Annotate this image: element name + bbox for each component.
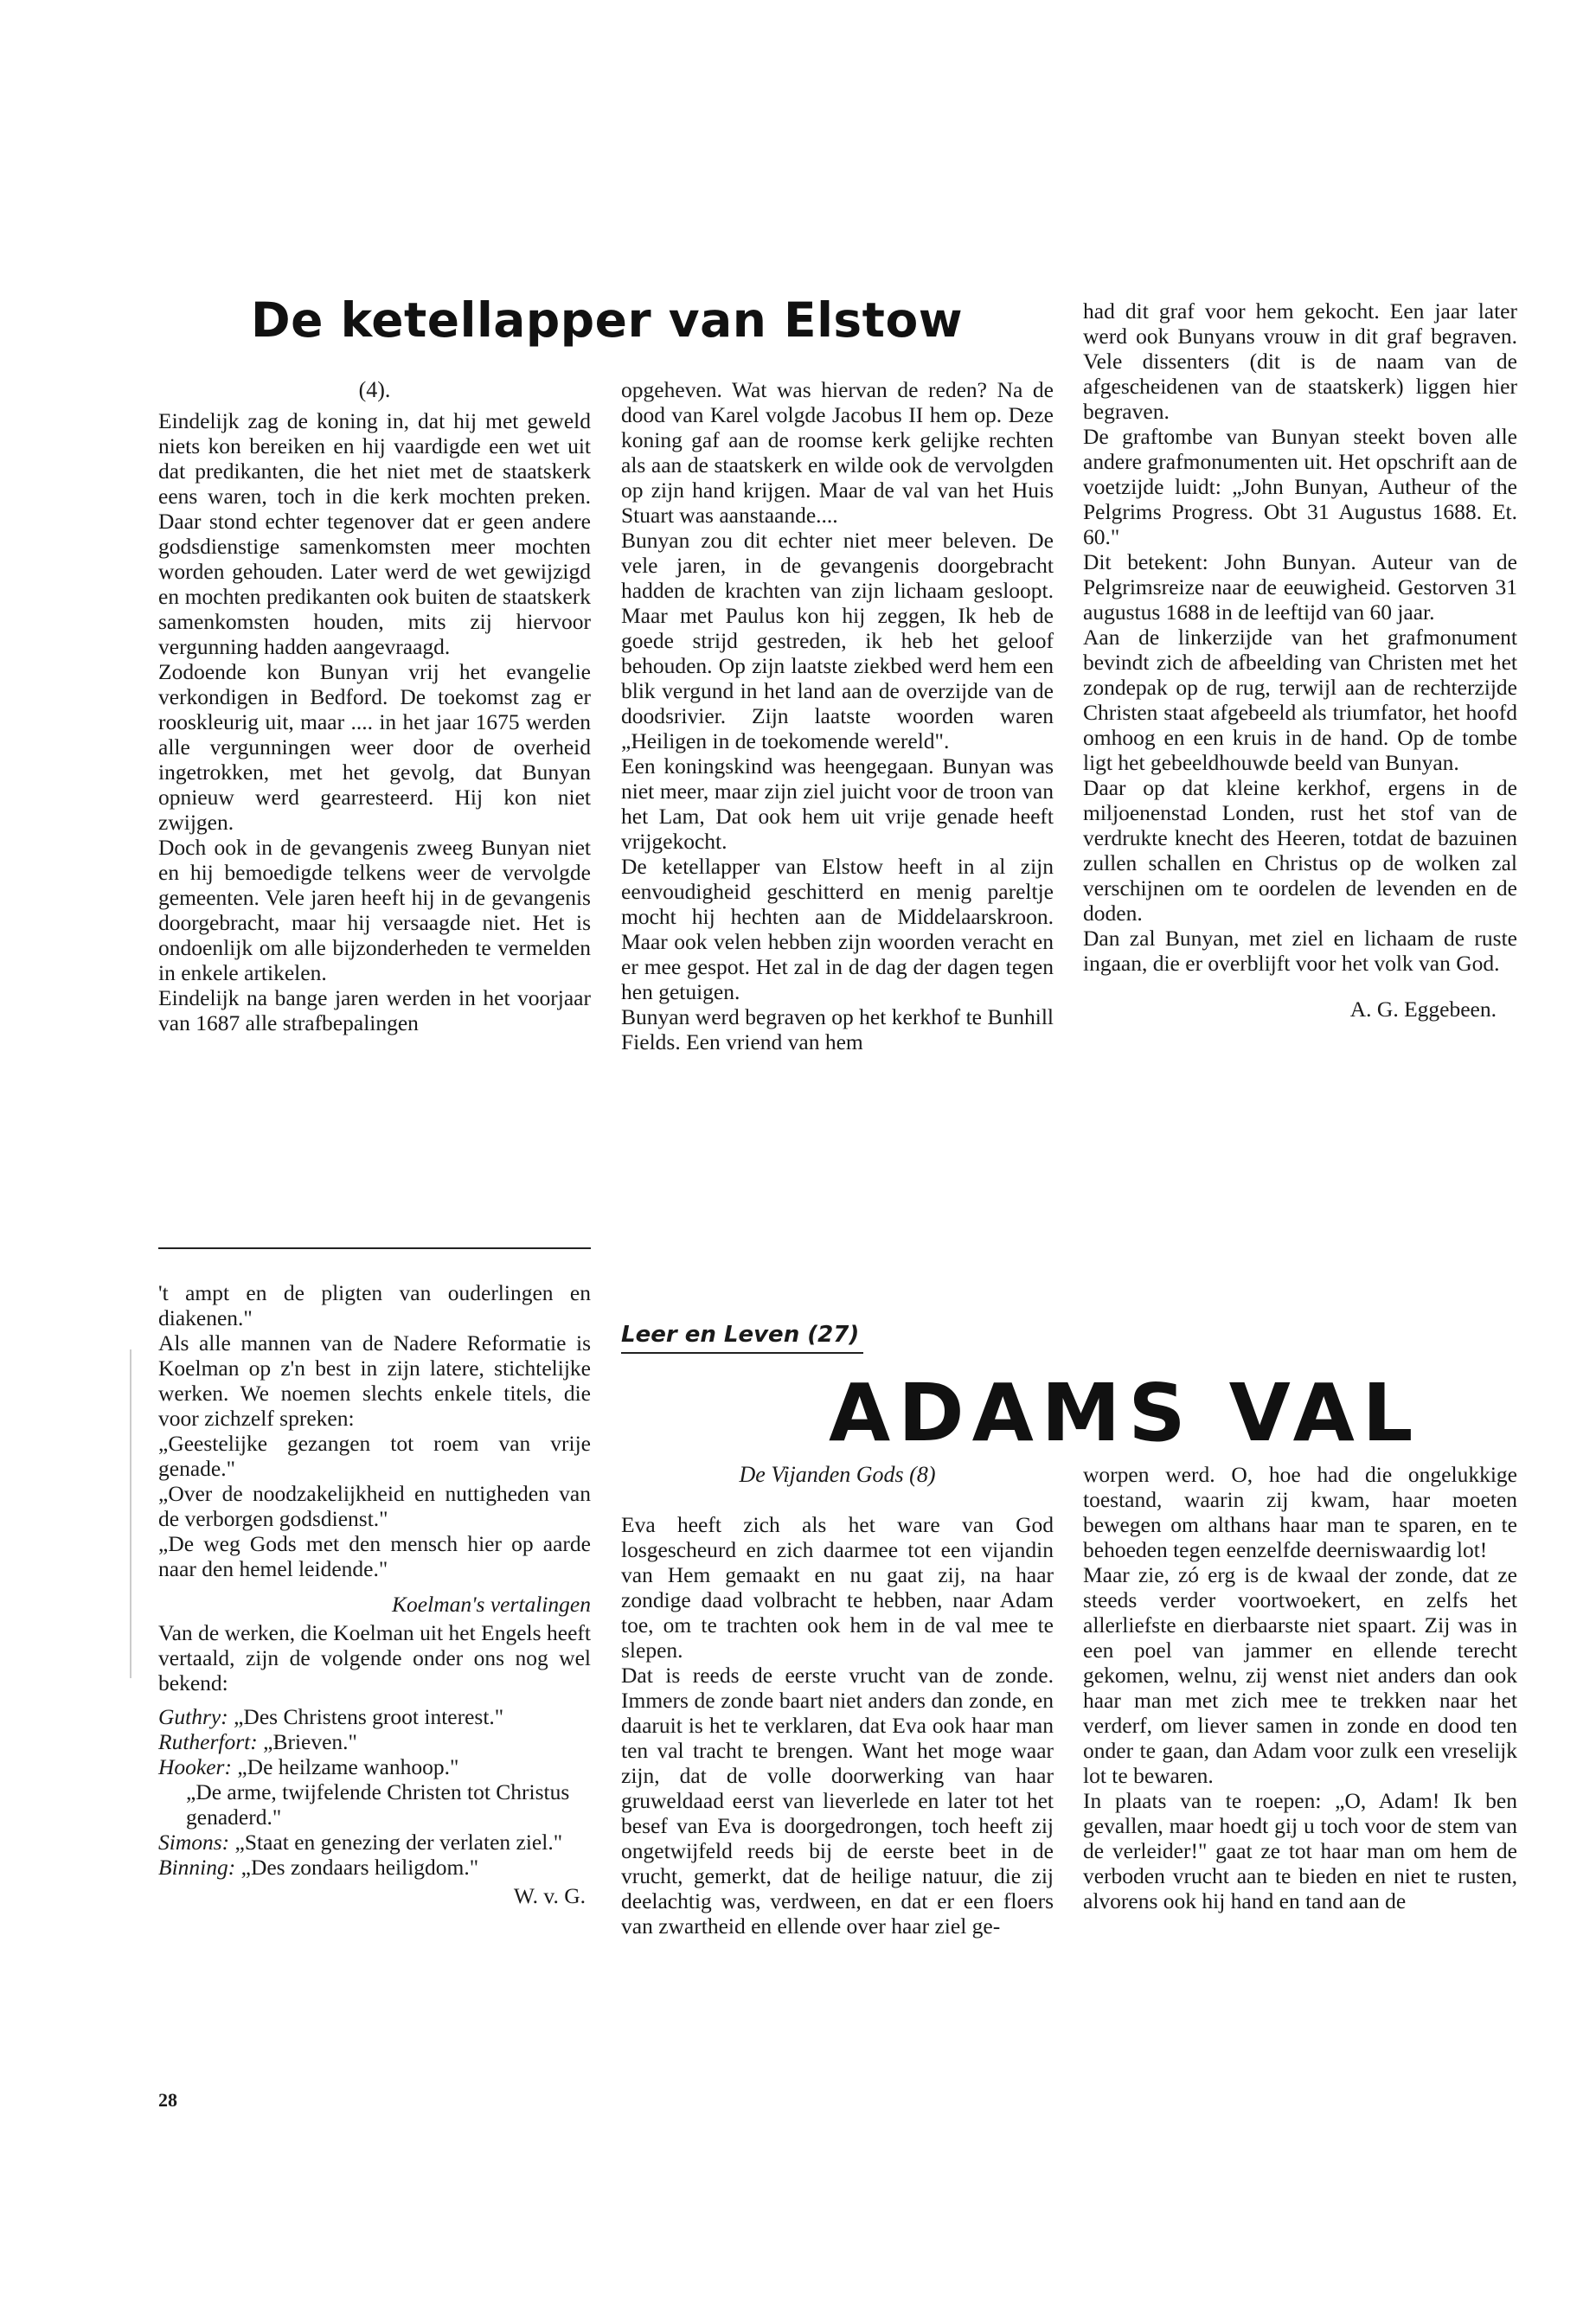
article2-paragraph-4: „Over de noodzakelijkheid en nuttigheden van de verborgen godsdienst."	[158, 1481, 591, 1531]
article1-col2-paragraph-2: Bunyan zou dit echter niet meer beleven. De vele jaren, in de gevangenis doorgebracht hadden de krachten van zijn lichaam gesloopt. Maar met Paulus kon hij zeggen, Ik heb de goede strijd gestreden, ik heb het geloof behouden. Op zijn laatste ziekbed werd hem een blik vergund in het land aan de overzijde van de doodsrivier. Zijn laatste woorden waren „Heiligen in de toekomende wereld".	[621, 528, 1054, 753]
binding-edge-line	[130, 1349, 131, 1678]
works-list-item	[158, 1779, 591, 1830]
article3-col1-paragraph-1: Eva heeft zich als het ware van God losgescheurd en zich daarmee tot een vijandin van Hem gemaakt en nu gaat zij, na haar zondige daad volbracht te hebben, naar Adam toe, om te trachten ook hem in de val mee te slepen.	[621, 1512, 1054, 1663]
article3-col2-paragraph-3: In plaats van te roepen: „O, Adam! Ik ben gevallen, maar hoedt gij u toch voor de stem van de verleider!" gaat ze tot haar man om hem de verboden vrucht aan te bieden en niet te rusten, alvorens ook hij hand en tand aan de	[1083, 1788, 1517, 1913]
article1-col2-paragraph-1: opgeheven. Wat was hiervan de reden? Na de dood van Karel volgde Jacobus II hem op. Deze koning gaf aan de roomse kerk gelijke rechten als aan de staatskerk en wilde ook de vervolgden op zijn hand krijgen. Maar de val van het Huis Stuart was aanstaande....	[621, 377, 1054, 528]
work-title: „Des zondaars heiligdom."	[240, 1855, 479, 1880]
article1-col1-paragraph-4: Eindelijk na bange jaren werden in het voorjaar van 1687 alle strafbepalingen	[158, 985, 591, 1035]
article3-subtitle: De Vijanden Gods (8)	[739, 1462, 936, 1487]
article1-col3-paragraph-4: Aan de linkerzijde van het grafmonument bevindt zich de afbeelding van Christen met het zondepak op de rug, terwijl aan de rechterzijde Christen staat afgebeeld als triumfator, het hoofd omhoog en een kruis in de hand. Op de tombe ligt het gebeeldhouwde beeld van Bunyan.	[1083, 625, 1517, 775]
series-underline	[621, 1352, 863, 1354]
article1-col3-paragraph-1: had dit graf voor hem gekocht. Een jaar later werd ook Bunyans vrouw in dit graf begraven. Vele dissenters (dit is de naam van de afgescheidenen van de staatskerk) liggen hier begraven.	[1083, 298, 1517, 424]
article2-paragraph-5: „De weg Gods met den mensch hier op aarde naar den hemel leidende."	[158, 1531, 591, 1581]
article1-signature: A. G. Eggebeen.	[1349, 997, 1497, 1022]
article3-col1-paragraph-2: Dat is reeds de eerste vrucht van de zonde. Immers de zonde baart niet anders dan zonde, en daaruit is het te verklaren, dat Eva ook haar man ten val tracht te brengen. Want het moge waar zijn, dat de volle doorwerking van haar gruweldaad eerst van lieverlede en later tot het besef van Eva is doorgedrongen, toch heeft zij ongetwijfeld reeds bij de eerste beet in de vrucht, gemerkt, dat de heilige natuur, die zij deelachtig was, verdween, en dat er een floers van zwartheid en ellende over haar ziel ge-	[621, 1663, 1054, 1939]
column-divider-rule	[158, 1247, 591, 1249]
article2-paragraph-6: Van de werken, die Koelman uit het Engels heeft vertaald, zijn de volgende onder ons nog wel bekend:	[158, 1620, 591, 1695]
article-title-ketellapper: De ketellapper van Elstow	[251, 292, 964, 348]
article2-subheading: Koelman's vertalingen	[392, 1592, 591, 1617]
article2-paragraph-2: Als alle mannen van de Nadere Reformatie is Koelman op z'n best in zijn latere, stichtelijke werken. We noemen slechts enkele titels, die voor zichzelf spreken:	[158, 1330, 591, 1431]
article3-column-2	[1083, 1462, 1517, 1913]
work-author: Binning:	[158, 1855, 236, 1880]
work-title: „De arme, twijfelende Christen tot Christus genaderd."	[186, 1779, 570, 1830]
article3-col2-paragraph-2: Maar zie, zó erg is de kwaal der zonde, dat ze steeds verder voortwoekert, en zelfs het allerliefste en dierbaarste niet spaart. Zij was in een poel van jammer en ellende terecht gekomen, welnu, zij wenst niet anders dan ook haar man met zich mee te trekken naar het verderf, om liever samen in zonde en dood ten onder te gaan, dan Adam voor zulk een vreselijk lot te bewaren.	[1083, 1562, 1517, 1788]
article1-col3-paragraph-2: De graftombe van Bunyan steekt boven alle andere grafmonumenten uit. Het opschrift aan de voetzijde luidt: „John Bunyan, Autheur of the Pelgrims Progress. Obt 31 Augustus 1688. Et. 60."	[1083, 424, 1517, 549]
article2-column	[158, 1280, 591, 1909]
article3-column-1	[621, 1462, 1054, 1939]
works-list-item	[158, 1729, 591, 1754]
article-part-number: (4).	[358, 377, 391, 402]
work-author: Simons:	[158, 1830, 230, 1855]
work-author: Guthry:	[158, 1704, 228, 1729]
series-label: Leer en Leven (27)	[621, 1322, 860, 1348]
article1-col1-paragraph-1: Eindelijk zag de koning in, dat hij met geweld niets kon bereiken en hij vaardigde een wet uit dat predikanten, die het niet met de staatskerk eens waren, toch in die kerk mochten preken. Daar stond echter tegenover dat er geen andere godsdienstige samenkomsten meer mochten worden gehouden. Later werd de wet gewijzigd en mochten predikanten ook buiten de staatskerk samenkomsten houden, mits zij hiervoor vergunning hadden aangevraagd.	[158, 408, 591, 659]
article1-col2-paragraph-3: Een koningskind was heengegaan. Bunyan was niet meer, maar zijn ziel juicht voor de troon van het Lam, Dat ook hem uit vrije genade heeft vrijgekocht.	[621, 753, 1054, 854]
article2-signature: W. v. G.	[513, 1883, 586, 1908]
article1-col3-paragraph-3: Dit betekent: John Bunyan. Auteur van de Pelgrimsreize naar de eeuwigheid. Gestorven 31 augustus 1688 in de leeftijd van 60 jaar.	[1083, 549, 1517, 625]
article1-column-3	[1083, 298, 1517, 1022]
work-title: „Staat en genezing der verlaten ziel."	[234, 1830, 563, 1855]
article-title-adams-val: ADAMS VAL	[829, 1367, 1421, 1459]
work-author: Hooker:	[158, 1754, 232, 1779]
work-author: Rutherfort:	[158, 1729, 258, 1754]
article3-col2-paragraph-1: worpen werd. O, hoe had die ongelukkige toestand, waarin zij kwam, haar moeten bewegen om althans haar man te sparen, en te behoeden tegen eenzelfde deerniswaardig lot!	[1083, 1462, 1517, 1562]
work-title: „Des Christens groot interest."	[234, 1704, 504, 1729]
article1-col1-paragraph-2: Zodoende kon Bunyan vrij het evangelie verkondigen in Bedford. De toekomst zag er rooskleurig uit, maar .... in het jaar 1675 werden alle vergunningen weer door de overheid ingetrokken, met het gevolg, dat Bunyan opnieuw werd gearresteerd. Hij kon niet zwijgen.	[158, 659, 591, 835]
article1-col1-paragraph-3: Doch ook in de gevangenis zweeg Bunyan niet en hij bemoedigde telkens weer de vervolgde gemeenten. Vele jaren heeft hij in de gevangenis doorgebracht, maar hij versaagde niet. Het is ondoenlijk om alle bijzonderheden te vermelden in enkele artikelen.	[158, 835, 591, 985]
works-list-item	[158, 1704, 591, 1729]
work-title: „De heilzame wanhoop."	[237, 1754, 459, 1779]
article1-col3-paragraph-6: Dan zal Bunyan, met ziel en lichaam de ruste ingaan, die er overblijft voor het volk van God.	[1083, 926, 1517, 976]
article1-col2-paragraph-5: Bunyan werd begraven op het kerkhof te Bunhill Fields. Een vriend van hem	[621, 1004, 1054, 1054]
article1-col2-paragraph-4: De ketellapper van Elstow heeft in al zijn eenvoudigheid geschitterd en menig pareltje mocht hij hechten aan de Middelaarskroon. Maar ook velen hebben zijn woorden veracht en er mee gespot. Het zal in de dag der dagen tegen hen getuigen.	[621, 854, 1054, 1004]
article2-paragraph-1: 't ampt en de pligten van ouderlingen en diakenen."	[158, 1280, 591, 1330]
works-list-item	[158, 1830, 591, 1855]
work-title: „Brieven."	[263, 1729, 357, 1754]
works-list	[158, 1704, 591, 1880]
article1-column-1	[158, 377, 591, 1035]
page-number: 28	[158, 2089, 177, 2111]
works-list-item	[158, 1754, 591, 1779]
works-list-item	[158, 1855, 591, 1880]
article2-paragraph-3: „Geestelijke gezangen tot roem van vrije genade."	[158, 1431, 591, 1481]
article1-column-2	[621, 377, 1054, 1054]
article1-col3-paragraph-5: Daar op dat kleine kerkhof, ergens in de miljoenenstad Londen, rust het stof van de verdrukte knecht des Heeren, totdat de bazuinen zullen schallen en Christus op de wolken zal verschijnen om te oordelen de levenden en de doden.	[1083, 775, 1517, 926]
